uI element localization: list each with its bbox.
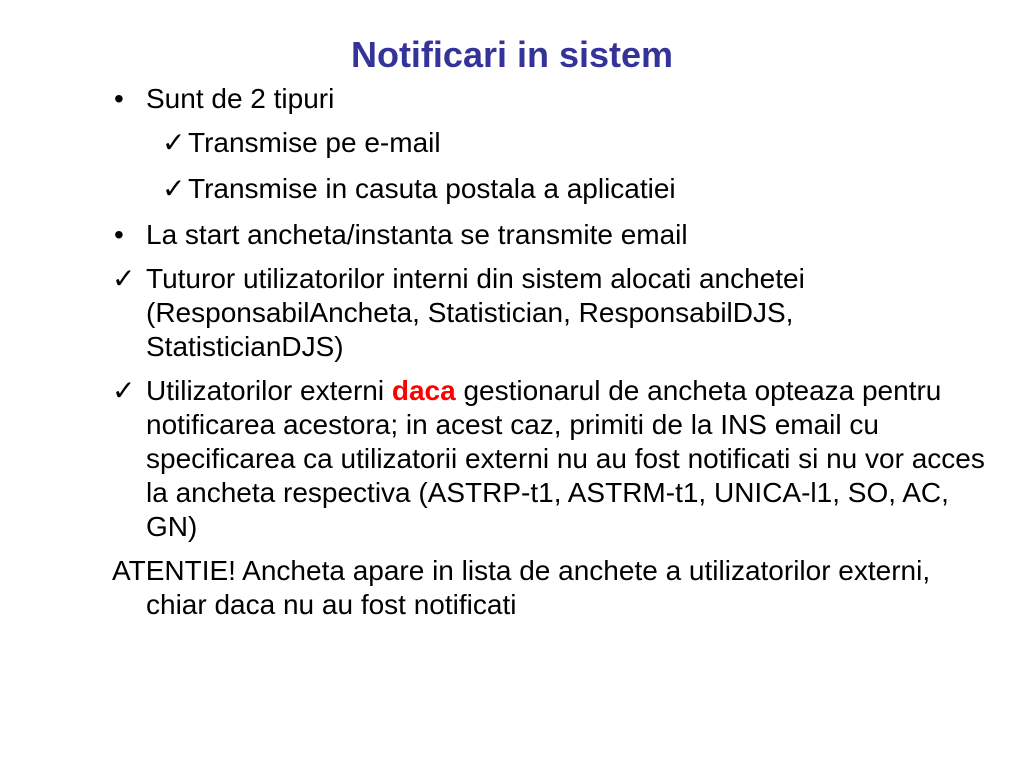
bullet-icon: •: [114, 83, 124, 114]
checkmark-icon: ✓: [112, 263, 136, 294]
bullet-item-types: [112, 82, 992, 116]
sub-item-text: Transmise pe e-mail: [188, 127, 441, 158]
emphasis-word: daca: [391, 375, 456, 406]
check-item-text-start: Utilizatorilor externi: [146, 375, 392, 406]
check-item-internal-users: [112, 262, 992, 364]
sub-item-mailbox: [112, 172, 992, 206]
bullet-item-start-email: [112, 218, 992, 252]
bullet-text: La start ancheta/instanta se transmite email: [146, 219, 688, 250]
bullet-icon: •: [114, 219, 124, 250]
sub-item-email: [112, 126, 992, 160]
sub-item-text: Transmise in casuta postala a aplicatiei: [188, 173, 676, 204]
warning-note: [112, 554, 992, 622]
slide-body: [112, 82, 992, 622]
warning-note-text: ATENTIE! Ancheta apare in lista de anchete a utilizatorilor externi, chiar daca nu au fost notificati: [112, 555, 931, 620]
slide-title: Notificari in sistem: [350, 34, 674, 75]
bullet-text: Sunt de 2 tipuri: [146, 83, 335, 114]
check-item-text-end: gestionarul de ancheta opteaza pentru notificarea acestora; in acest caz, primiti de la INS email cu specificarea ca utilizatorii externi nu au fost notificati si nu vor acces la ancheta respectiva (ASTRP-t1, ASTRM-t1, UNICA-l1, SO, AC, GN): [146, 375, 985, 542]
check-item-text: Tuturor utilizatorilor interni din sistem alocati anchetei (ResponsabilAncheta, Statistician, ResponsabilDJS, StatisticianDJS): [146, 263, 805, 362]
checkmark-icon: ✓: [112, 375, 136, 406]
checkmark-icon: ✓: [162, 173, 186, 204]
checkmark-icon: ✓: [162, 127, 186, 158]
check-item-external-users: [112, 374, 992, 544]
